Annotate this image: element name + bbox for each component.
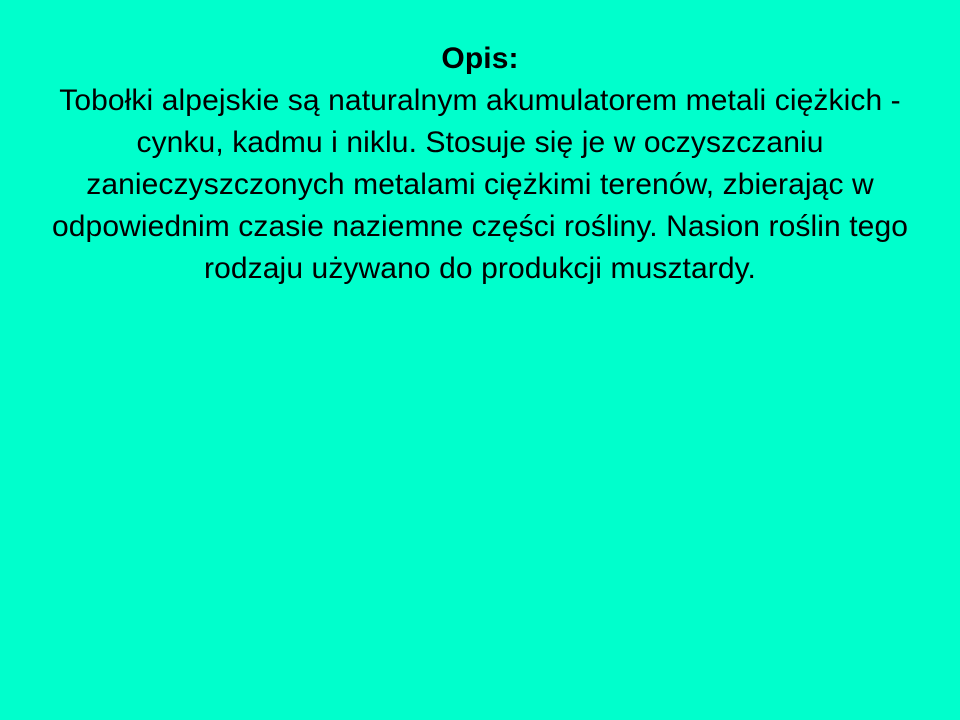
slide-body-text: Tobołki alpejskie są naturalnym akumulatorem metali ciężkich - cynku, kadmu i niklu. Stosuje się je w oczyszczaniu zanieczyszczonych metalami ciężkimi terenów, zbierając w odpowiednim czasie naziemne części rośliny. Nasion roślin tego rodzaju używano do produkcji musztardy. bbox=[51, 84, 909, 285]
slide-text-block bbox=[0, 38, 960, 290]
slide-heading: Opis: bbox=[441, 42, 519, 75]
